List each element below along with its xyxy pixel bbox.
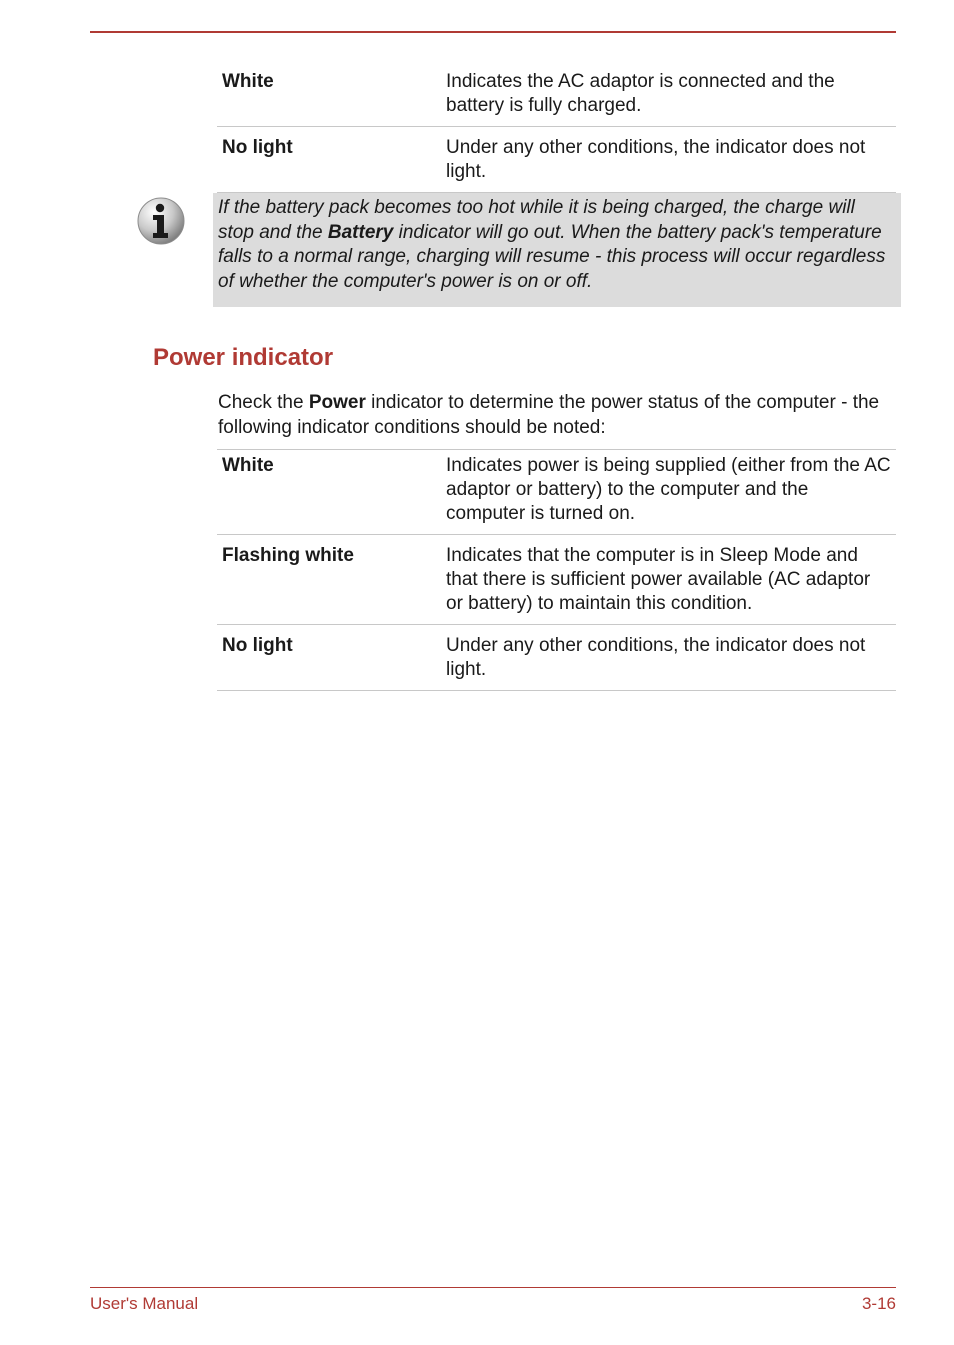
condition-description: Indicates that the computer is in Sleep Mode and that there is sufficient power available (AC adaptor or battery) to maintain this condition. <box>441 535 896 625</box>
table-row <box>217 127 896 193</box>
section-intro <box>218 391 898 440</box>
footer-page-number: 3-16 <box>861 1294 896 1313</box>
section-title: Power indicator <box>153 344 334 371</box>
note-text: indicator will go out. When the battery pack's temperature falls to a normal range, charging will resume - this process will occur regardless of whether the computer's power is on or off. <box>218 221 886 292</box>
power-indicator-table <box>217 449 896 691</box>
condition-term: No light <box>217 625 441 691</box>
table-row <box>217 625 896 691</box>
note-bold-term: Battery <box>327 221 394 243</box>
note-text: If the battery pack becomes too hot while it is being charged, the charge will stop and the <box>218 197 855 243</box>
condition-term: White <box>217 66 441 127</box>
table-row <box>217 66 896 127</box>
intro-bold-term: Power <box>308 392 366 413</box>
footer-manual-title: User's Manual <box>90 1294 199 1313</box>
header-rule <box>90 31 896 33</box>
condition-term: White <box>217 450 441 535</box>
condition-description: Under any other conditions, the indicator does not light. <box>441 625 896 691</box>
footer-rule <box>90 1287 896 1288</box>
note-box <box>213 193 901 307</box>
battery-indicator-table <box>217 66 896 193</box>
info-icon <box>136 196 186 246</box>
intro-text: indicator to determine the power status of the computer - the following indicator conditions should be noted: <box>218 392 880 438</box>
condition-description: Under any other conditions, the indicator does not light. <box>441 127 896 193</box>
condition-term: No light <box>217 127 441 193</box>
condition-description: Indicates the AC adaptor is connected and the battery is fully charged. <box>441 66 896 127</box>
intro-text: Check the <box>218 392 309 413</box>
condition-description: Indicates power is being supplied (either from the AC adaptor or battery) to the computer and the computer is turned on. <box>441 450 896 535</box>
table-row <box>217 450 896 535</box>
condition-term: Flashing white <box>217 535 441 625</box>
table-row <box>217 535 896 625</box>
